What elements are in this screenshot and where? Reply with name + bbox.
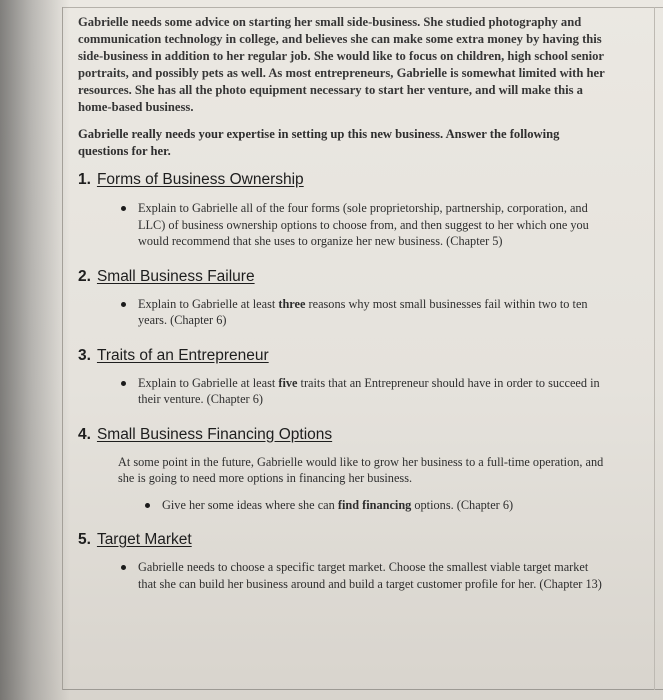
section-traits-of-an-entrepreneur bbox=[78, 347, 606, 408]
bullet-emphasis: find financing bbox=[337, 497, 412, 512]
ask-paragraph: Gabrielle really needs your expertise in setting up this new business. Answer the following questions for her. bbox=[78, 127, 560, 158]
section-number: 3. bbox=[78, 346, 91, 364]
section-title: Small Business Financing Options bbox=[96, 425, 333, 443]
bullet-text-start: Explain to Gabrielle at least bbox=[138, 296, 279, 311]
page-top-edge bbox=[62, 7, 663, 8]
bullet-list bbox=[78, 296, 606, 329]
bullet-text-end: options. (Chapter 6) bbox=[411, 497, 514, 512]
section-title: Target Market bbox=[96, 531, 192, 548]
page-right-edge bbox=[654, 7, 655, 690]
bullet-list bbox=[78, 559, 606, 592]
left-shadow bbox=[0, 0, 70, 700]
list-item bbox=[78, 200, 606, 250]
section-heading bbox=[78, 531, 606, 549]
bullet-icon bbox=[145, 503, 150, 508]
list-item bbox=[78, 497, 606, 514]
section-heading bbox=[78, 347, 606, 365]
section-heading bbox=[78, 171, 606, 189]
section-title: Small Business Failure bbox=[96, 267, 255, 285]
section-title: Forms of Business Ownership bbox=[96, 171, 304, 188]
section-number: 2. bbox=[78, 267, 91, 285]
section-small-business-failure bbox=[78, 268, 606, 329]
bullet-text-start: Give her some ideas where she can bbox=[162, 497, 338, 512]
section-heading bbox=[78, 426, 606, 444]
section-number: 4. bbox=[78, 425, 91, 443]
bullet-text: Gabrielle needs to choose a specific target market. Choose the smallest viable target market that she can build her business around and build a target customer profile for her. (Chapter 13) bbox=[138, 560, 602, 591]
bullet-text-end: reasons why most small businesses fail within two to ten years. (Chapter 6) bbox=[138, 296, 588, 327]
section-title: Traits of an Entrepreneur bbox=[96, 346, 269, 364]
bullet-icon bbox=[121, 381, 126, 386]
bullet-icon bbox=[121, 302, 126, 307]
bullet-icon bbox=[121, 565, 126, 570]
section-small-business-financing-options bbox=[78, 426, 606, 514]
section-paragraph: At some point in the future, Gabrielle would like to grow her business to a full-time operation, and she is going to need more options in financing her business. bbox=[118, 454, 604, 485]
bullet-text-end: traits that an Entrepreneur should have in order to succeed in their venture. (Chapter 6) bbox=[138, 375, 600, 406]
page-left-edge bbox=[62, 7, 63, 690]
section-target-market bbox=[78, 531, 606, 592]
bullet-list bbox=[78, 200, 606, 250]
bullet-list bbox=[78, 497, 606, 514]
section-number: 5. bbox=[78, 531, 91, 548]
bullet-text-start: Explain to Gabrielle at least bbox=[138, 375, 279, 390]
page-bottom-edge bbox=[62, 689, 663, 690]
list-item bbox=[78, 375, 606, 408]
document-body bbox=[78, 14, 606, 592]
intro-paragraph: Gabrielle needs some advice on starting her small side-business. She studied photography and communication technology in college, and believes she can make some extra money by having this side-business in addition to her regular job. She would like to focus on children, high school senior portraits, and possibly pets as well. As most entrepreneurs, Gabrielle is somewhat limited with her resources. She has all the photo equipment necessary to start her venture, and will make this a home-based business. bbox=[78, 15, 605, 114]
bullet-emphasis: three bbox=[278, 296, 306, 311]
bullet-icon bbox=[121, 206, 126, 211]
bullet-list bbox=[78, 375, 606, 408]
list-item bbox=[78, 559, 606, 592]
section-forms-of-business-ownership bbox=[78, 171, 606, 250]
bullet-emphasis: five bbox=[278, 375, 298, 390]
list-item bbox=[78, 296, 606, 329]
section-heading bbox=[78, 268, 606, 286]
section-number: 1. bbox=[78, 171, 91, 188]
bullet-text: Explain to Gabrielle all of the four forms (sole proprietorship, partnership, corporation, and LLC) of business ownership options to choose from, and then suggest to her which one you would recommend that she uses to organize her new business. (Chapter 5) bbox=[138, 201, 589, 248]
